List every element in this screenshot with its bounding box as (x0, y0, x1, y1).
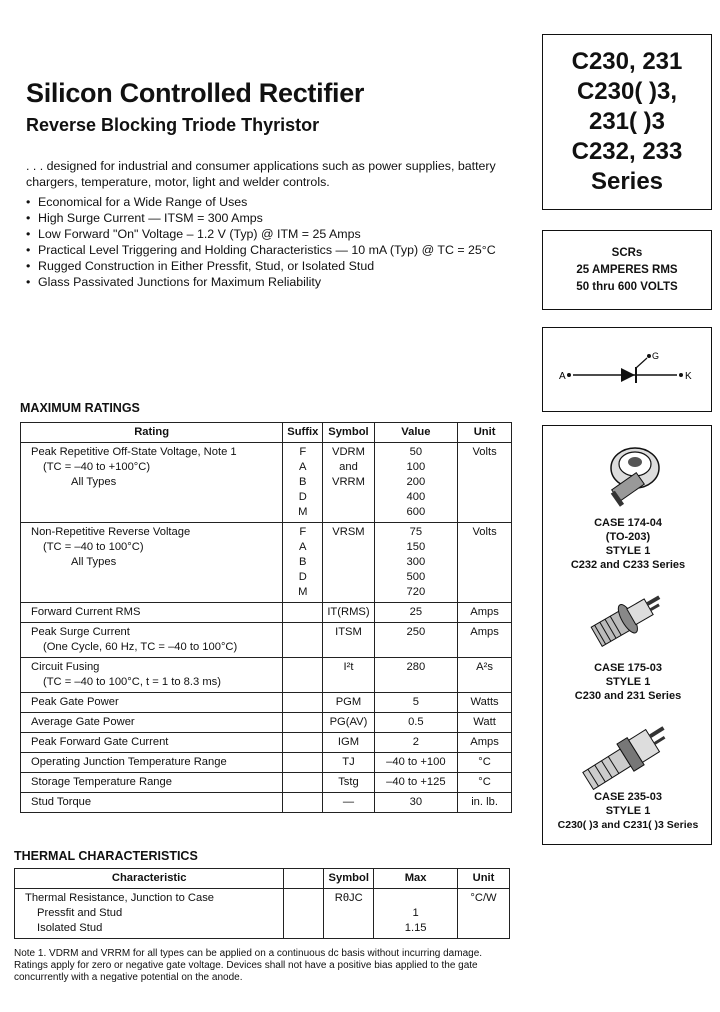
value-cell: 250 (374, 623, 458, 658)
value: 500 (406, 571, 426, 583)
unit-cell: °C/W (458, 889, 510, 939)
intro-paragraph: . . . designed for industrial and consumer applications such as power supplies, battery chargers, temperature, motor, light and welder controls. (26, 159, 496, 189)
series-box (542, 34, 712, 210)
case-174-label (543, 516, 713, 572)
thermal-table (14, 868, 510, 939)
feature-list (26, 194, 516, 290)
rating-text: Peak Repetitive Off-State Voltage, Note 1 (31, 446, 237, 458)
case-175-label (543, 661, 713, 703)
symbol-cell: PGM (323, 693, 374, 713)
value-cell (374, 443, 458, 523)
suffix-cell (283, 523, 323, 603)
series-line: C230, 231 (571, 48, 683, 75)
value-cell: 30 (374, 793, 458, 813)
rating-cell: Storage Temperature Range (21, 773, 283, 793)
suffix-cell (283, 658, 323, 693)
max-ratings-title: MAXIMUM RATINGS (20, 401, 140, 415)
rating-cell: Peak Gate Power (21, 693, 283, 713)
col-header: Characteristic (15, 869, 284, 889)
rating-text: Non-Repetitive Reverse Voltage (31, 526, 191, 538)
suffix: B (299, 556, 307, 568)
rating-condition: (One Cycle, 60 Hz, TC = –40 to 100°C) (43, 641, 238, 653)
symbol-cell: I²t (323, 658, 374, 693)
unit-cell: °C (458, 753, 512, 773)
suffix: D (298, 571, 307, 583)
case-174-package-icon (593, 436, 673, 516)
symbol-cell: TJ (323, 753, 374, 773)
suffix: A (299, 541, 307, 553)
value: 100 (406, 461, 426, 473)
rating-cell (21, 523, 283, 603)
table-row (21, 753, 512, 773)
col-header: Max (374, 869, 458, 889)
rating-cell: Operating Junction Temperature Range (21, 753, 283, 773)
suffix: M (298, 506, 308, 518)
unit-cell: Watts (458, 693, 512, 713)
table-header-row (21, 423, 512, 443)
scr-symbol-box (542, 327, 712, 412)
rating-cell (21, 658, 283, 693)
symbol: and (339, 461, 358, 473)
symbol-cell: PG(AV) (323, 713, 374, 733)
suffix: M (298, 586, 308, 598)
suffix: F (299, 446, 307, 458)
scr-line: 25 AMPERES RMS (576, 263, 678, 276)
suffix: B (299, 476, 307, 488)
value: 300 (406, 556, 426, 568)
thermal-title: THERMAL CHARACTERISTICS (14, 849, 198, 863)
col-header: Unit (458, 423, 512, 443)
table-row (21, 713, 512, 733)
scr-symbol-icon (543, 328, 713, 413)
value-cell: 25 (374, 603, 458, 623)
value-cell: –40 to +100 (374, 753, 458, 773)
rating-cell: Peak Forward Gate Current (21, 733, 283, 753)
rating-types: All Types (71, 556, 117, 568)
suffix-cell (283, 793, 323, 813)
value-cell: –40 to +125 (374, 773, 458, 793)
rating-text: Peak Surge Current (31, 626, 130, 638)
scr-line: SCRs (611, 246, 643, 259)
rating-cell: Stud Torque (21, 793, 283, 813)
col-header (284, 869, 324, 889)
suffix-cell (283, 623, 323, 658)
table-row (15, 889, 510, 939)
value: 200 (406, 476, 426, 488)
suffix: A (299, 461, 307, 473)
feature-item: • Low Forward "On" Voltage – 1.2 V (Typ) @ ITM = 25 Amps (26, 226, 516, 242)
case-line: STYLE 1 (605, 545, 651, 557)
value: 75 (409, 526, 423, 538)
case-line: C230 and 231 Series (574, 690, 682, 702)
value-cell (374, 523, 458, 603)
case-line: STYLE 1 (605, 805, 651, 817)
footnote: Note 1. VDRM and VRRM for all types can be applied on a continuous dc basis without incurring damage. Ratings apply for zero or negative gate voltage. Devices shall not have a positive bias applied to the gate concurrently with a negative potential on the anode. (14, 948, 483, 983)
table-row (21, 443, 512, 523)
anode-label: A (559, 371, 566, 382)
characteristic-sub: Isolated Stud (37, 922, 103, 934)
value-cell: 0.5 (374, 713, 458, 733)
max-ratings-table (20, 422, 512, 813)
symbol-cell: ITSM (323, 623, 374, 658)
value: 600 (406, 506, 426, 518)
case-line: CASE 174-04 (594, 517, 662, 529)
unit-cell: °C (458, 773, 512, 793)
case-line: C230( )3 and C231( )3 Series (557, 819, 699, 831)
unit-cell: Watt (458, 713, 512, 733)
case-line: CASE 175-03 (594, 662, 662, 674)
characteristic-sub: Pressfit and Stud (37, 907, 123, 919)
feature-item: • High Surge Current — ITSM = 300 Amps (26, 210, 516, 226)
suffix-cell (283, 693, 323, 713)
symbol-cell: Tstg (323, 773, 374, 793)
suffix: F (299, 526, 307, 538)
value: 50 (409, 446, 423, 458)
value-cell: 2 (374, 733, 458, 753)
rating-cell (21, 443, 283, 523)
value: 400 (406, 491, 426, 503)
col-header: Rating (21, 423, 283, 443)
case-line: (TO-203) (605, 531, 651, 543)
page-title: Silicon Controlled Rectifier (26, 78, 365, 108)
blank-cell (284, 889, 324, 939)
symbol-cell: RθJC (324, 889, 374, 939)
symbol-cell: — (323, 793, 374, 813)
table-row (21, 773, 512, 793)
case-line: STYLE 1 (605, 676, 651, 688)
unit-cell: A²s (458, 658, 512, 693)
series-line: Series (590, 168, 664, 195)
series-line: 231( )3 (588, 108, 666, 135)
case-line: CASE 235-03 (594, 791, 662, 803)
col-header: Suffix (283, 423, 323, 443)
table-row (21, 603, 512, 623)
table-row (21, 623, 512, 658)
table-row (21, 693, 512, 713)
value-cell: 280 (374, 658, 458, 693)
case-package-box (542, 425, 712, 845)
series-line: C230( )3, (576, 78, 678, 105)
unit-cell: Amps (458, 733, 512, 753)
suffix-cell (283, 713, 323, 733)
scr-line: 50 thru 600 VOLTS (576, 280, 678, 293)
unit-cell: Amps (458, 623, 512, 658)
suffix-cell (283, 443, 323, 523)
suffix-cell (283, 603, 323, 623)
symbol-cell: VRSM (323, 523, 374, 603)
value: 150 (406, 541, 426, 553)
rating-cell (21, 623, 283, 658)
scr-spec-box (542, 230, 712, 310)
symbol: VDRM (331, 446, 365, 458)
max-value: 1 (412, 907, 419, 919)
case-line: C232 and C233 Series (570, 559, 686, 571)
rating-condition: (TC = –40 to 100°C) (43, 541, 144, 553)
cathode-label: K (685, 371, 692, 382)
feature-item: • Rugged Construction in Either Pressfit, Stud, or Isolated Stud (26, 258, 516, 274)
suffix-cell (283, 733, 323, 753)
characteristic-text: Thermal Resistance, Junction to Case (25, 892, 215, 904)
value-cell: 5 (374, 693, 458, 713)
feature-item: • Practical Level Triggering and Holding Characteristics — 10 mA (Typ) @ TC = 25°C (26, 242, 516, 258)
symbol-cell: IT(RMS) (323, 603, 374, 623)
table-row (21, 658, 512, 693)
col-header: Symbol (324, 869, 374, 889)
rating-cell: Forward Current RMS (21, 603, 283, 623)
symbol-cell (323, 443, 374, 523)
col-header: Unit (458, 869, 510, 889)
col-header: Value (374, 423, 458, 443)
table-row (21, 523, 512, 603)
case-175-package-icon (583, 586, 673, 656)
case-235-label (535, 790, 720, 832)
unit-cell: Amps (458, 603, 512, 623)
rating-text: Circuit Fusing (31, 661, 100, 673)
suffix: D (298, 491, 307, 503)
unit-cell: in. lb. (458, 793, 512, 813)
case-235-package-icon (573, 716, 683, 796)
gate-label: G (652, 351, 660, 361)
unit-cell: Volts (458, 523, 512, 603)
page-subtitle: Reverse Blocking Triode Thyristor (26, 115, 320, 135)
characteristic-cell (15, 889, 284, 939)
feature-item: • Economical for a Wide Range of Uses (26, 194, 516, 210)
max-value: 1.15 (404, 922, 427, 934)
rating-condition: (TC = –40 to 100°C, t = 1 to 8.3 ms) (43, 676, 221, 688)
suffix-cell (283, 753, 323, 773)
rating-types: All Types (71, 476, 117, 488)
feature-item: • Glass Passivated Junctions for Maximum Reliability (26, 274, 516, 290)
value: 720 (406, 586, 426, 598)
col-header: Symbol (323, 423, 374, 443)
symbol-cell: IGM (323, 733, 374, 753)
suffix-cell (283, 773, 323, 793)
table-row (21, 793, 512, 813)
table-header-row (15, 869, 510, 889)
unit-cell: Volts (458, 443, 512, 523)
rating-condition: (TC = –40 to +100°C) (43, 461, 151, 473)
max-cell (374, 889, 458, 939)
rating-cell: Average Gate Power (21, 713, 283, 733)
table-row (21, 733, 512, 753)
series-line: C232, 233 (571, 138, 683, 165)
symbol: VRRM (331, 476, 365, 488)
